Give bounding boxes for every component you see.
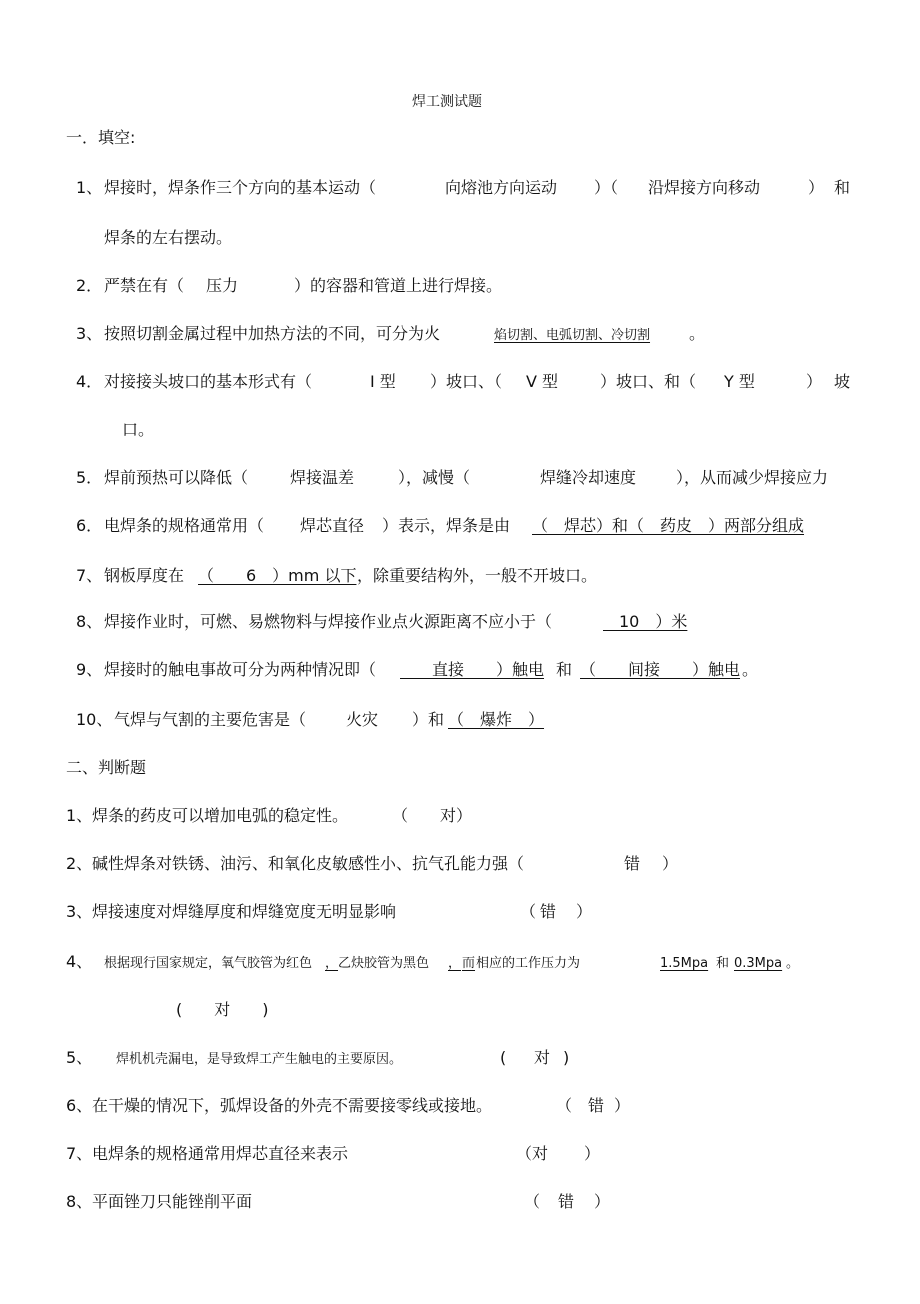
q-text: ）坡口、（ — [430, 372, 503, 391]
q-text: 钢板厚度在 — [104, 566, 185, 585]
q-text: 。 — [786, 956, 800, 971]
q-text: 。 — [742, 660, 759, 679]
q-text: 在干燥的情况下，弧焊设备的外壳不需要接零线或接地。 — [92, 1096, 493, 1115]
q-text: 按照切割金属过程中加热方法的不同，可分为火 — [104, 324, 441, 343]
q-text: 气焊与气割的主要危害是（ — [114, 710, 307, 729]
q-text: 焊接速度对焊缝厚度和焊缝宽度无明显影响 — [92, 902, 397, 921]
answer: 压力 — [206, 276, 239, 295]
q-number: 7、 — [76, 566, 103, 585]
answer: （ 6 ）mm 以下 — [198, 566, 357, 585]
q-text: 乙炔胶管为黑色 — [338, 956, 430, 971]
q-text: ） — [594, 1192, 611, 1211]
q-number: 8、 — [76, 612, 103, 631]
answer: （ 焊芯）和（ 药皮 ）两部分组成 — [532, 516, 805, 535]
q-text: ），从而减少焊接应力 — [676, 468, 829, 487]
q-text: 焊接时的触电事故可分为两种情况即（ — [104, 660, 377, 679]
answer: 对 — [534, 1048, 551, 1067]
q-text: ） — [614, 1096, 631, 1115]
q-text: 碱性焊条对铁锈、油污、和氧化皮敏感性小、抗气孔能力强（ — [92, 854, 525, 873]
q-text: ） — [662, 854, 679, 873]
q-text: 对接接头坡口的基本形式有（ — [104, 372, 313, 391]
answer: 对） — [440, 806, 473, 825]
q-text: ） — [576, 902, 593, 921]
answer: 10 ）米 — [603, 612, 688, 631]
q-number: 3、 — [76, 324, 103, 343]
q-text: 焊条的药皮可以增加电弧的稳定性。 — [92, 806, 349, 825]
q-number: 5． — [76, 468, 103, 487]
answer: V 型 — [526, 372, 559, 391]
q-number: 6、 — [66, 1096, 93, 1115]
answer: 向熔池方向运动 — [445, 178, 558, 197]
answer: 沿焊接方向移动 — [648, 178, 761, 197]
answer: 0.3Mpa — [734, 956, 783, 971]
q-number: 1、 — [66, 806, 93, 825]
q-text: （ — [392, 806, 409, 825]
q-number: 7、 — [66, 1144, 93, 1163]
answer: （ 间接 ）触电 — [580, 660, 741, 679]
q-text: 而 — [462, 956, 476, 971]
q-number: 2、 — [66, 854, 93, 873]
q-text: ， — [448, 956, 462, 971]
q-text: ， — [325, 956, 339, 971]
q-text: 。 — [689, 324, 706, 343]
q-text: 焊接时，焊条作三个方向的基本运动（ — [104, 178, 377, 197]
answer: 焊芯直径 — [300, 516, 365, 535]
q-text: ( — [500, 1048, 507, 1067]
q-text: 焊条的左右摆动。 — [104, 228, 233, 247]
q-text: （ — [520, 902, 537, 921]
q-text: 焊前预热可以降低（ — [104, 468, 249, 487]
q-text: 相应的工作压力为 — [476, 956, 581, 971]
q-number: 10、 — [76, 710, 113, 729]
q-number: 2． — [76, 276, 103, 295]
q-text: 电焊条的规格通常用焊芯直径来表示 — [92, 1144, 349, 1163]
q-text: ，除重要结构外，一般不开坡口。 — [357, 566, 598, 585]
q-text: 和 — [716, 956, 730, 971]
q-text: 焊机机壳漏电，是导致焊工产生触电的主要原因。 — [116, 1052, 403, 1067]
answer: 1.5Mpa — [660, 956, 709, 971]
q-text: ）坡口、和（ — [600, 372, 697, 391]
q-number: 9、 — [76, 660, 103, 679]
q-text: 根据现行国家规定，氧气胶管为红色 — [104, 956, 313, 971]
q-text: ) — [563, 1048, 570, 1067]
answer: 直接 ）触电 — [400, 660, 545, 679]
answer: 错 — [624, 854, 641, 873]
answer: 错 — [540, 902, 557, 921]
answer: 焰切割、电弧切割、冷切割 — [494, 328, 651, 343]
section-fill-heading: 一．填空: — [66, 128, 136, 147]
q-number: 8、 — [66, 1192, 93, 1211]
answer: 错 — [588, 1096, 605, 1115]
q-text: 焊接作业时，可燃、易燃物料与焊接作业点火源距离不应小于（ — [104, 612, 553, 631]
answer: Y 型 — [724, 372, 755, 391]
answer: 错 — [558, 1192, 575, 1211]
q-text: ）的容器和管道上进行焊接。 — [294, 276, 503, 295]
q-number: 4、 — [66, 952, 93, 971]
answer: （对 — [516, 1144, 549, 1163]
q-text: ） — [806, 372, 823, 391]
q-text: ） — [808, 178, 825, 197]
q-number: 1、 — [76, 178, 103, 197]
q-text: ），减慢（ — [398, 468, 471, 487]
q-text: 坡 — [834, 372, 851, 391]
answer: （ 爆炸 ） — [448, 710, 545, 729]
q-text: 和 — [556, 660, 573, 679]
q-text: ） — [584, 1144, 601, 1163]
q-text: ）和 — [412, 710, 445, 729]
page-title: 焊工测试题 — [412, 94, 482, 110]
q-text: ）表示，焊条是由 — [382, 516, 511, 535]
answer: 焊缝冷却速度 — [540, 468, 637, 487]
answer: 火灾 — [346, 710, 379, 729]
q-text: （ — [556, 1096, 573, 1115]
section-judge-heading: 二、判断题 — [66, 758, 147, 777]
q-text: （ — [524, 1192, 541, 1211]
q-text: 电焊条的规格通常用（ — [104, 516, 265, 535]
answer: 焊接温差 — [290, 468, 355, 487]
q-text: 和 — [834, 178, 851, 197]
q-number: 6． — [76, 516, 103, 535]
q-text: ）（ — [594, 178, 619, 197]
answer: ( 对 ) — [176, 1000, 269, 1019]
q-number: 5、 — [66, 1048, 93, 1067]
q-text: 严禁在有（ — [104, 276, 185, 295]
q-text: 平面锉刀只能锉削平面 — [92, 1192, 253, 1211]
answer: I 型 — [370, 372, 396, 391]
q-text: 口。 — [122, 420, 155, 439]
q-number: 3、 — [66, 902, 93, 921]
q-number: 4． — [76, 372, 103, 391]
